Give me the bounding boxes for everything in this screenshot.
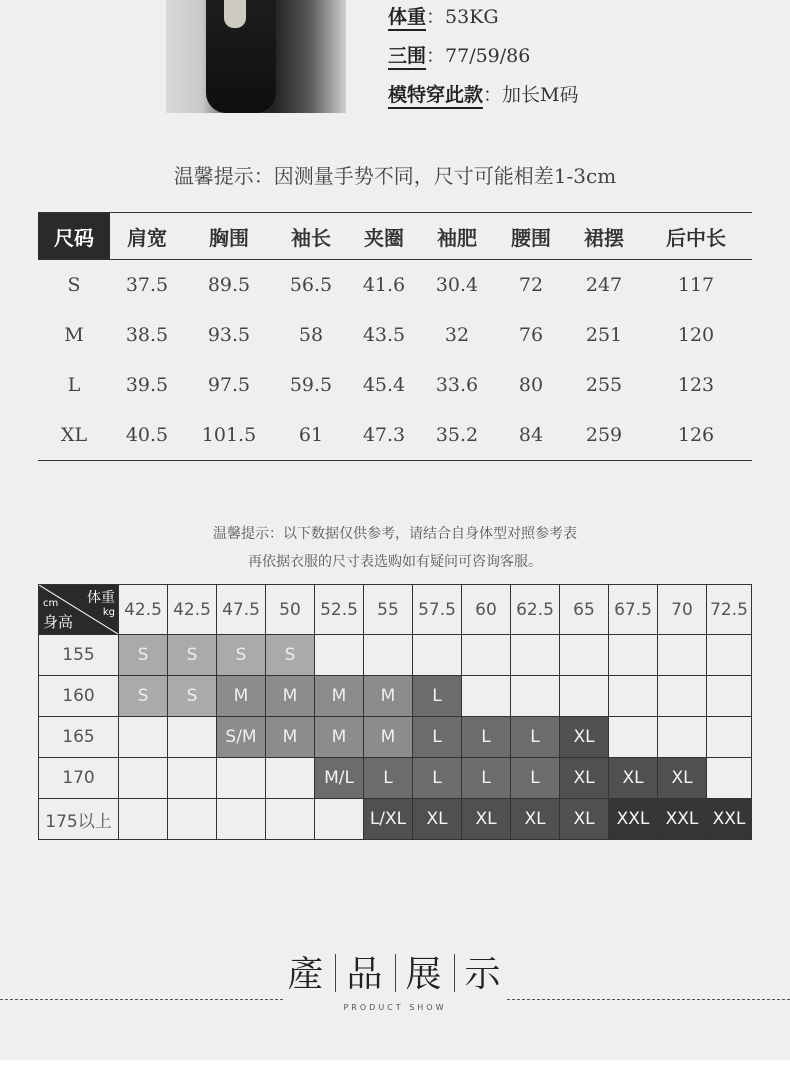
recommended-size-cell: M xyxy=(364,717,413,758)
measurement-cell: 38.5 xyxy=(125,324,169,346)
recommended-size-cell xyxy=(658,717,707,758)
recommended-size-cell xyxy=(315,799,364,840)
recommended-size-cell xyxy=(119,799,168,840)
model-measurements: 三围：77/59/86 xyxy=(388,39,578,78)
recommended-size-cell xyxy=(609,635,658,676)
measurement-cell: 58 xyxy=(298,324,324,346)
recommended-size-cell xyxy=(609,717,658,758)
measurement-cell: 61 xyxy=(274,410,348,461)
recommended-size-cell: L xyxy=(511,717,560,758)
weight-unit: kg xyxy=(102,607,115,618)
size-row xyxy=(38,310,752,360)
recommended-size-cell: S xyxy=(266,635,315,676)
header-cell: 后中长 xyxy=(640,213,752,260)
measurement-tip: 温馨提示：因测量手势不同，尺寸可能相差1-3cm xyxy=(173,164,617,188)
model-weight: 体重：53KG xyxy=(388,0,578,39)
measurement-cell: 259 xyxy=(568,410,640,461)
weight-cell: 67.5 xyxy=(609,585,658,635)
measurement-cell: 47.3 xyxy=(348,410,420,461)
measurement-cell: 76 xyxy=(518,324,544,346)
title-separator xyxy=(335,954,336,992)
recommended-size-cell: S xyxy=(119,635,168,676)
header-cell: 裙摆 xyxy=(568,213,640,260)
recommended-size-cell: L xyxy=(462,758,511,799)
recommended-size-cell: M/L xyxy=(315,758,364,799)
measurement-cell: 39.5 xyxy=(125,374,169,396)
header-cell: 袖肥 xyxy=(420,213,494,260)
recommended-size-cell xyxy=(119,717,168,758)
recommended-size-cell xyxy=(707,758,752,799)
product-show-section xyxy=(0,946,790,1012)
recommended-size-cell: S xyxy=(168,635,217,676)
recommended-size-cell: XXL xyxy=(707,799,752,840)
recommended-size-cell: XL xyxy=(560,758,609,799)
height-row xyxy=(39,717,752,758)
measurement-cell: 93.5 xyxy=(207,324,251,346)
size-row xyxy=(38,410,752,461)
measurement-cell: 255 xyxy=(585,374,623,396)
bottom-band xyxy=(0,1060,790,1078)
recommended-size-cell xyxy=(462,676,511,717)
measurement-cell: 41.6 xyxy=(362,274,406,296)
recommended-size-cell: S xyxy=(168,676,217,717)
height-cell: 160 xyxy=(39,676,119,717)
recommended-size-cell: XL xyxy=(462,799,511,840)
model-info xyxy=(388,0,578,117)
size-recommendation-table xyxy=(38,584,752,840)
size-label: L xyxy=(67,374,81,396)
measurement-cell: 97.5 xyxy=(207,374,251,396)
recommended-size-cell xyxy=(707,717,752,758)
header-cell: 袖长 xyxy=(274,213,348,260)
size-table-header xyxy=(38,213,752,260)
measurement-cell: 123 xyxy=(677,374,715,396)
weight-cell: 57.5 xyxy=(413,585,462,635)
recommended-size-cell: M xyxy=(266,676,315,717)
measurement-cell: 40.5 xyxy=(110,410,184,461)
measurement-cell: 84 xyxy=(494,410,568,461)
recommended-size-cell: XL xyxy=(413,799,462,840)
recommended-size-cell: L xyxy=(511,758,560,799)
recommended-size-cell xyxy=(560,635,609,676)
recommended-size-cell xyxy=(168,799,217,840)
title-separator xyxy=(454,954,455,992)
size-label: S xyxy=(67,274,81,296)
reference-tip-line2: 再依据衣服的尺寸表选购如有疑问可咨询客服。 xyxy=(248,554,542,570)
recommended-size-cell xyxy=(707,676,752,717)
recommended-size-cell xyxy=(511,635,560,676)
recommended-size-cell xyxy=(511,676,560,717)
recommended-size-cell: M xyxy=(266,717,315,758)
weight-cell: 55 xyxy=(364,585,413,635)
recommended-size-cell: L xyxy=(413,676,462,717)
measurement-cell: 247 xyxy=(585,274,623,296)
title-separator xyxy=(395,954,396,992)
weight-cell: 60 xyxy=(462,585,511,635)
height-unit: cm xyxy=(43,598,59,609)
recommended-size-cell: L xyxy=(462,717,511,758)
measurement-cell: 251 xyxy=(585,324,623,346)
measurement-cell: 56.5 xyxy=(289,274,333,296)
recommended-size-cell: XL xyxy=(609,758,658,799)
weight-cell: 65 xyxy=(560,585,609,635)
measurement-cell: 33.6 xyxy=(435,374,479,396)
weight-header-row xyxy=(39,585,752,635)
model-photo xyxy=(166,0,346,113)
header-cell: 夹圈 xyxy=(348,213,420,260)
height-row xyxy=(39,799,752,840)
measurement-cell: 117 xyxy=(677,274,715,296)
size-table xyxy=(38,212,752,461)
height-row xyxy=(39,676,752,717)
recommended-size-cell xyxy=(168,758,217,799)
weight-cell: 42.5 xyxy=(168,585,217,635)
recommended-size-cell xyxy=(119,758,168,799)
recommended-size-cell: XL xyxy=(658,758,707,799)
recommended-size-cell xyxy=(658,676,707,717)
size-label: M xyxy=(64,324,84,346)
size-row xyxy=(38,260,752,311)
recommended-size-cell xyxy=(315,635,364,676)
recommended-size-cell xyxy=(266,758,315,799)
size-label: XL xyxy=(38,410,110,461)
recommended-size-cell xyxy=(560,676,609,717)
height-cell: 170 xyxy=(39,758,119,799)
header-cell: 腰围 xyxy=(494,213,568,260)
measurement-cell: 101.5 xyxy=(184,410,274,461)
recommended-size-cell: M xyxy=(364,676,413,717)
weight-cell: 62.5 xyxy=(511,585,560,635)
recommended-size-cell: M xyxy=(217,676,266,717)
recommended-size-cell: XXL xyxy=(609,799,658,840)
height-label: 身高 xyxy=(43,613,74,631)
recommended-size-cell: XXL xyxy=(658,799,707,840)
model-face xyxy=(224,0,246,28)
measurement-cell: 30.4 xyxy=(435,274,479,296)
recommended-size-cell xyxy=(462,635,511,676)
measurement-cell: 126 xyxy=(640,410,752,461)
size-row xyxy=(38,360,752,410)
weight-label: 体重 xyxy=(87,590,115,606)
measurement-cell: 43.5 xyxy=(362,324,406,346)
reference-tip-line1: 温馨提示：以下数据仅供参考，请结合自身体型对照参考表 xyxy=(213,526,577,542)
model-size-worn: 模特穿此款：加长M码 xyxy=(388,78,578,117)
weight-cell: 52.5 xyxy=(315,585,364,635)
recommended-size-cell xyxy=(168,717,217,758)
measurement-cell: 120 xyxy=(677,324,715,346)
height-cell: 165 xyxy=(39,717,119,758)
recommended-size-cell: XL xyxy=(511,799,560,840)
measurement-cell: 72 xyxy=(518,274,544,296)
recommended-size-cell xyxy=(609,676,658,717)
recommended-size-cell: L xyxy=(413,717,462,758)
recommended-size-cell xyxy=(707,635,752,676)
recommended-size-cell xyxy=(217,758,266,799)
measurement-cell: 89.5 xyxy=(207,274,251,296)
recommended-size-cell: L/XL xyxy=(364,799,413,840)
recommended-size-cell: M xyxy=(315,676,364,717)
recommended-size-cell xyxy=(413,635,462,676)
section-subtitle: PRODUCT SHOW xyxy=(343,1003,447,1012)
recommended-size-cell: S xyxy=(217,635,266,676)
recommended-size-cell: S xyxy=(119,676,168,717)
weight-cell: 72.5 xyxy=(707,585,752,635)
height-row xyxy=(39,758,752,799)
recommended-size-cell: S/M xyxy=(217,717,266,758)
measurement-cell: 59.5 xyxy=(289,374,333,396)
measurement-cell: 45.4 xyxy=(362,374,406,396)
height-cell: 175以上 xyxy=(39,799,119,840)
measurement-cell: 37.5 xyxy=(125,274,169,296)
measurement-cell: 35.2 xyxy=(420,410,494,461)
weight-cell: 47.5 xyxy=(217,585,266,635)
weight-cell: 70 xyxy=(658,585,707,635)
header-cell: 胸围 xyxy=(184,213,274,260)
recommended-size-cell: XL xyxy=(560,717,609,758)
weight-cell: 42.5 xyxy=(119,585,168,635)
recommended-size-cell xyxy=(658,635,707,676)
height-row xyxy=(39,635,752,676)
recommended-size-cell: XL xyxy=(560,799,609,840)
section-title: 產 品 展 示 xyxy=(287,954,503,995)
measurement-cell: 32 xyxy=(444,324,470,346)
recommended-size-cell xyxy=(364,635,413,676)
header-cell: 肩宽 xyxy=(110,213,184,260)
height-cell: 155 xyxy=(39,635,119,676)
weight-cell: 50 xyxy=(266,585,315,635)
measurement-cell: 80 xyxy=(518,374,544,396)
header-cell: 尺码 xyxy=(38,213,110,260)
recommended-size-cell: L xyxy=(413,758,462,799)
recommended-size-cell: L xyxy=(364,758,413,799)
recommended-size-cell: M xyxy=(315,717,364,758)
recommended-size-cell xyxy=(217,799,266,840)
recommended-size-cell xyxy=(266,799,315,840)
corner-cell xyxy=(39,585,119,635)
